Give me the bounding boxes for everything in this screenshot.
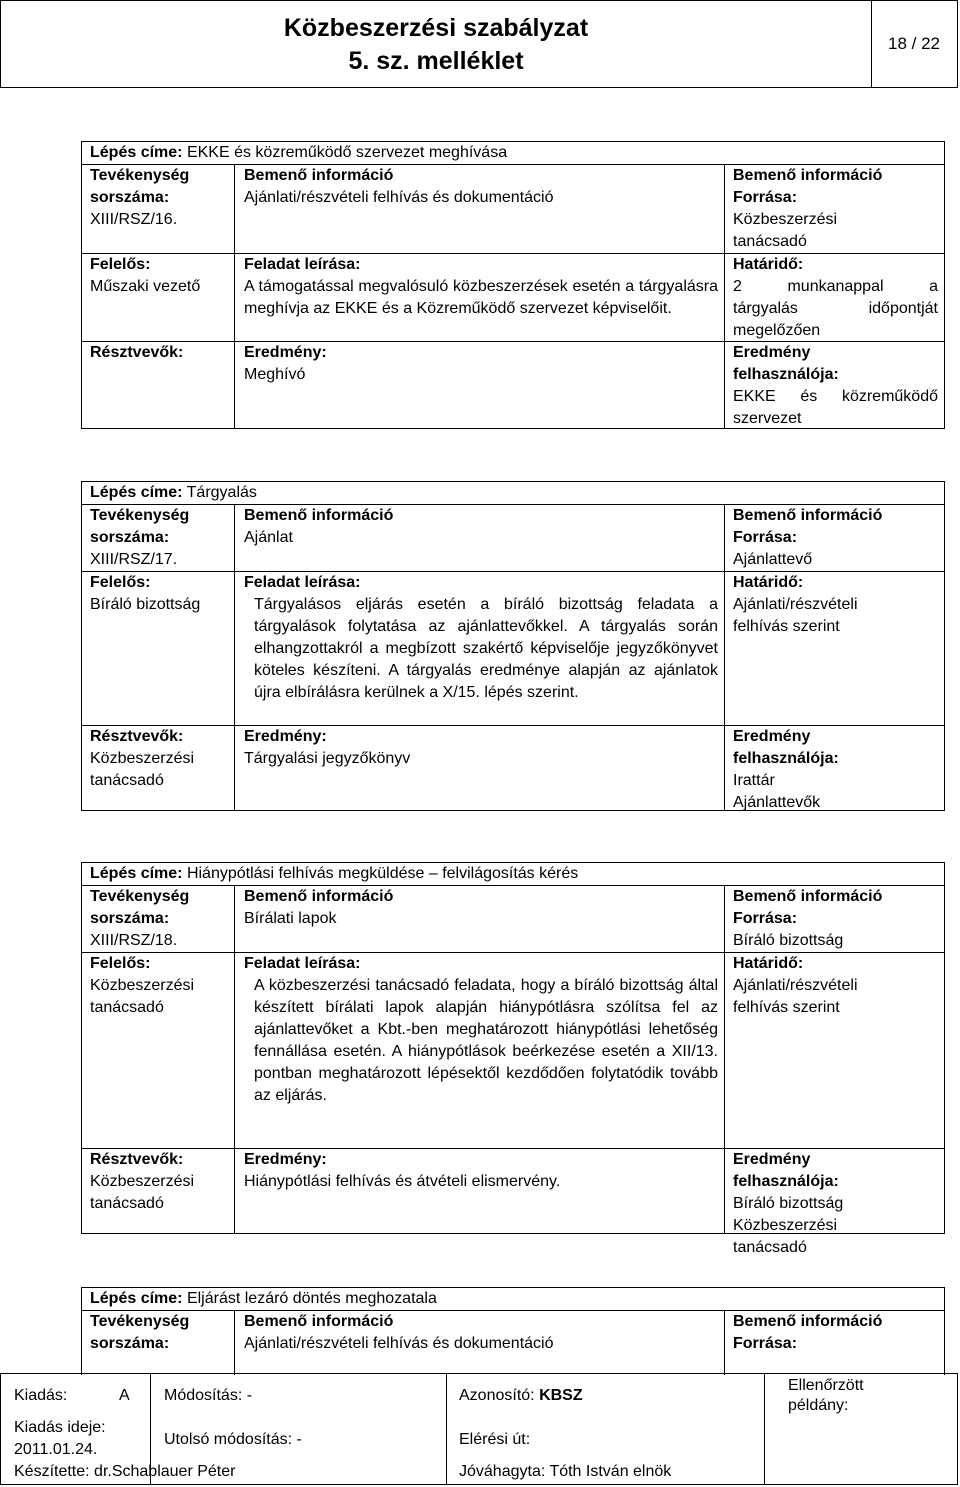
activity-label: Tevékenység: [90, 507, 190, 524]
kiadas-ideje-value: 2011.01.24.: [14, 1441, 98, 1458]
task-description: A közbeszerzési tanácsadó feladata, hogy a bíráló bizottság által készített bírálati lapok alapján hiánypótlásra szólítsa fel az ajánlattevőket a Kbt.-ben meghatározott hiánypótlási lehetőség fennállása esetén. A hiánypótlások beérkezése esetén a XII/13. pontban meghatározott lépésektől kezdődően folytatódik tovább az eljárás.: [254, 977, 718, 1104]
ellenorzott-label-2: példány:: [788, 1397, 849, 1414]
keszitette: Készítette: dr.Schablauer Péter: [14, 1463, 236, 1480]
kiadas-ideje-label: Kiadás ideje:: [14, 1419, 106, 1436]
task-label: Feladat leírása:: [244, 955, 361, 972]
source-value: Közbeszerzési: [733, 211, 838, 228]
participants-value-2: tanácsadó: [90, 772, 164, 789]
deadline-value-2: tárgyalás időpontját: [733, 300, 938, 317]
result-user-value-2: szervezet: [733, 410, 802, 427]
responsible-value: Műszaki vezető: [90, 278, 201, 295]
task-description: Tárgyalásos eljárás esetén a bíráló bizottság feladata a tárgyalások folytatása az ajánlattevőkkel. A tárgyalás során elhangzottakról a megbízott szakértő képviselője jegyzőkönyvet köteles készíteni. A tárgyalás eredménye alapján az ajánlatok újra elbírálásra kerülnek a X/15. lépés szerint.: [254, 596, 718, 701]
document-title: Közbeszerzési szabályzat: [283, 14, 589, 42]
result-user-value-2: Közbeszerzési: [733, 1217, 838, 1234]
result-value: Hiánypótlási felhívás és átvételi elismervény.: [244, 1173, 561, 1190]
source-label: Bemenő információ: [733, 167, 883, 184]
modositas: Módosítás: -: [164, 1387, 253, 1404]
deadline-value-2: felhívás szerint: [733, 618, 840, 635]
source-label-2: Forrása:: [733, 189, 798, 206]
step-grid: [82, 1311, 944, 1375]
page-header: [0, 0, 958, 88]
step-grid: [82, 165, 944, 429]
task-description: A támogatással megvalósuló közbeszerzések esetén a tárgyalásra meghívja az EKKE és a Közreműködő szervezet képviselőit.: [244, 278, 718, 317]
responsible-label: Felelős:: [90, 256, 151, 273]
responsible-label: Felelős:: [90, 574, 151, 591]
result-user-label: Eredmény: [733, 728, 811, 745]
source-label: Bemenő információ: [733, 1313, 883, 1330]
input-info-value: Ajánlati/részvételi felhívás és dokumentáció: [244, 1335, 554, 1352]
participants-label: Résztvevők:: [90, 344, 184, 361]
middle-column: [235, 165, 725, 429]
source-value-2: tanácsadó: [733, 233, 807, 250]
step-title: EKKE és közreműködő szervezet meghívása: [186, 144, 508, 161]
step-number: XIII/RSZ/18.: [90, 932, 178, 949]
result-user-value: Irattár: [733, 772, 775, 789]
activity-label: Tevékenység: [90, 1313, 190, 1330]
source-label-2: Forrása:: [733, 1335, 798, 1352]
ellenorzott-label: Ellenőrzött: [788, 1377, 864, 1394]
responsible-value: Közbeszerzési: [90, 977, 195, 994]
step-title-row: [82, 142, 944, 165]
result-value: Tárgyalási jegyzőkönyv: [244, 750, 411, 767]
source-label-2: Forrása:: [733, 910, 798, 927]
step-number: XIII/RSZ/16.: [90, 211, 178, 228]
participants-label: Résztvevők:: [90, 728, 184, 745]
responsible-value: Bíráló bizottság: [90, 596, 201, 613]
responsible-value-2: tanácsadó: [90, 999, 164, 1016]
result-user-label-2: felhasználója:: [733, 366, 839, 383]
input-info-value: Ajánlati/részvételi felhívás és dokumentáció: [244, 189, 554, 206]
eleresi-ut: Elérési út:: [459, 1431, 531, 1448]
step-title-label: Lépés címe:: [90, 865, 183, 882]
right-column: [725, 165, 944, 429]
step-number: XIII/RSZ/17.: [90, 551, 178, 568]
activity-label: Tevékenység: [90, 888, 190, 905]
azonosito: Azonosító: KBSZ: [459, 1387, 583, 1404]
document-subtitle: 5. sz. melléklet: [348, 47, 524, 75]
participants-label: Résztvevők:: [90, 1151, 184, 1168]
participants-value: Közbeszerzési: [90, 1173, 195, 1190]
activity-label-2: sorszáma:: [90, 189, 170, 206]
page-number: 18 / 22: [888, 34, 940, 53]
johagyta: Jóváhagyta: Tóth István elnök: [459, 1463, 672, 1480]
step-block-16: [81, 141, 945, 429]
deadline-value: Ajánlati/részvételi: [733, 977, 858, 994]
input-info-value: Ajánlat: [244, 529, 293, 546]
deadline-label: Határidő:: [733, 955, 804, 972]
header-title-cell: [1, 1, 872, 87]
step-grid: [82, 886, 944, 1256]
input-info-label: Bemenő információ: [244, 507, 394, 524]
deadline-label: Határidő:: [733, 574, 804, 591]
result-label: Eredmény:: [244, 728, 327, 745]
step-block-17: [81, 481, 945, 811]
participants-value-2: tanácsadó: [90, 1195, 164, 1212]
deadline-value: Ajánlati/részvételi: [733, 596, 858, 613]
result-user-value: EKKE és közreműködő: [733, 388, 938, 405]
activity-label: Tevékenység: [90, 167, 190, 184]
participants-value: Közbeszerzési: [90, 750, 195, 767]
result-label: Eredmény:: [244, 344, 327, 361]
task-label: Feladat leírása:: [244, 256, 361, 273]
result-user-label: Eredmény: [733, 1151, 811, 1168]
step-grid: [82, 505, 944, 811]
deadline-value: 2 munkanappal a: [733, 278, 938, 295]
activity-label-2: sorszáma:: [90, 910, 170, 927]
result-user-value-3: tanácsadó: [733, 1239, 807, 1256]
result-label: Eredmény:: [244, 1151, 327, 1168]
result-value: Meghívó: [244, 366, 306, 383]
step-title: Hiánypótlási felhívás megküldése – felvilágosítás kérés: [186, 865, 579, 882]
result-user-label-2: felhasználója:: [733, 750, 839, 767]
page-footer: [0, 1373, 958, 1485]
source-value: Ajánlattevő: [733, 551, 813, 568]
activity-label-2: sorszáma:: [90, 529, 170, 546]
result-user-label-2: felhasználója:: [733, 1173, 839, 1190]
step-title: Tárgyalás: [186, 484, 257, 501]
step-title-row: [82, 863, 944, 886]
source-label-2: Forrása:: [733, 529, 798, 546]
step-block-18: [81, 862, 945, 1256]
step-title-label: Lépés címe:: [90, 144, 183, 161]
activity-label-2: sorszáma:: [90, 1335, 170, 1352]
step-block-19: [81, 1287, 945, 1375]
input-info-label: Bemenő információ: [244, 1313, 394, 1330]
step-title: Eljárást lezáró döntés meghozatala: [186, 1290, 437, 1307]
kiadas-value: A: [119, 1387, 130, 1404]
kiadas-label: Kiadás:: [14, 1387, 68, 1404]
utolso-modositas: Utolsó módosítás: -: [164, 1431, 302, 1448]
deadline-label: Határidő:: [733, 256, 804, 273]
left-column: [82, 165, 235, 429]
source-value: Bíráló bizottság: [733, 932, 844, 949]
input-info-value: Bírálati lapok: [244, 910, 337, 927]
input-info-label: Bemenő információ: [244, 888, 394, 905]
result-user-value: Bíráló bizottság: [733, 1195, 844, 1212]
result-user-value-2: Ajánlattevők: [733, 794, 821, 811]
source-label: Bemenő információ: [733, 507, 883, 524]
responsible-label: Felelős:: [90, 955, 151, 972]
step-title-label: Lépés címe:: [90, 1290, 183, 1307]
step-title-row: [82, 1288, 944, 1311]
step-title-row: [82, 482, 944, 505]
task-label: Feladat leírása:: [244, 574, 361, 591]
result-user-label: Eredmény: [733, 344, 811, 361]
input-info-label: Bemenő információ: [244, 167, 394, 184]
step-title-label: Lépés címe:: [90, 484, 183, 501]
deadline-value-2: felhívás szerint: [733, 999, 840, 1016]
source-label: Bemenő információ: [733, 888, 883, 905]
deadline-value-3: megelőzően: [733, 322, 821, 339]
